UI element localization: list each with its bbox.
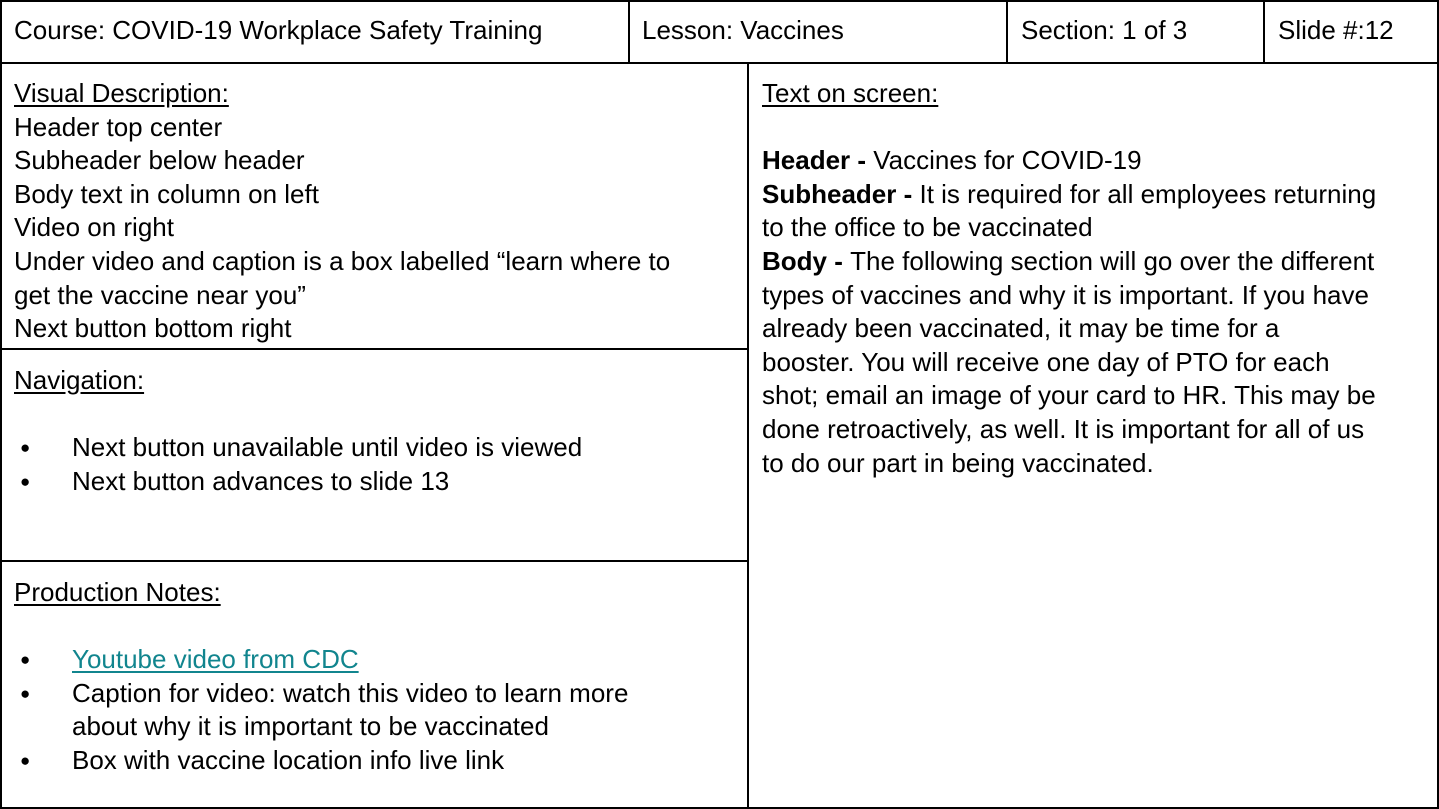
body-text-line: to do our part in being vaccinated. (762, 447, 1154, 478)
visual-line: Body text in column on left (14, 178, 319, 209)
visual-description-cell (14, 77, 670, 346)
text-on-screen-heading: Text on screen: (762, 78, 939, 108)
subheader-text: It is required for all employees returning (919, 178, 1377, 209)
navigation-item: ● Next button unavailable until video is viewed (0, 431, 582, 465)
production-note-item (0, 677, 628, 744)
navigation-heading: Navigation: (14, 365, 145, 395)
header-divider-1 (628, 0, 630, 63)
header-row-divider (0, 62, 1439, 64)
caption-note-line: about why it is important to be vaccinated (72, 711, 549, 742)
body-text-line: booster. You will receive one day of PTO for each (762, 346, 1330, 377)
production-notes-heading: Production Notes: (14, 577, 221, 607)
production-note-item (0, 643, 628, 677)
navigation-cell (14, 364, 582, 498)
lesson-title: Lesson: Vaccines (642, 15, 844, 45)
body-text-line: types of vaccines and why it is important. If you have (762, 279, 1369, 310)
text-on-screen-cell (762, 77, 1376, 480)
body-label: Body - (762, 245, 851, 276)
body-text-line: done retroactively, as well. It is important for all of us (762, 413, 1365, 444)
header-text: Vaccines for COVID-19 (873, 145, 1142, 176)
visual-line: Video on right (14, 212, 174, 243)
production-notes-cell (14, 576, 628, 778)
header-divider-3 (1263, 0, 1265, 63)
navigation-item: ● Next button advances to slide 13 (0, 465, 582, 499)
section-indicator: Section: 1 of 3 (1021, 15, 1188, 45)
row-divider-production (0, 560, 748, 562)
cdc-video-link[interactable]: Youtube video from CDC (72, 644, 359, 675)
table-border-top (0, 0, 1439, 2)
header-text-line (762, 144, 1376, 178)
column-divider (747, 63, 749, 809)
visual-line: Next button bottom right (14, 313, 292, 344)
body-text-line (762, 245, 1376, 279)
header-label: Header - (762, 145, 874, 176)
subheader-text-line (762, 178, 1376, 212)
course-title: Course: COVID-19 Workplace Safety Training (14, 15, 543, 45)
slide-number: Slide #:12 (1278, 15, 1394, 45)
production-note-item: ● Box with vaccine location info live link (0, 744, 628, 778)
visual-line: Under video and caption is a box labelled “learn where to (14, 245, 671, 276)
subheader-text-line: to the office to be vaccinated (762, 212, 1093, 243)
visual-line: get the vaccine near you” (14, 279, 306, 310)
row-divider-navigation (0, 348, 748, 350)
visual-description-heading: Visual Description: (14, 78, 229, 108)
visual-line: Subheader below header (14, 145, 305, 176)
body-text: The following section will go over the different (850, 245, 1375, 276)
caption-note-line: ● Caption for video: watch this video to learn more (72, 677, 629, 708)
body-text-line: already been vaccinated, it may be time for a (762, 313, 1280, 344)
subheader-label: Subheader - (762, 178, 920, 209)
visual-line: Header top center (14, 111, 223, 142)
header-divider-2 (1006, 0, 1008, 63)
body-text-line: shot; email an image of your card to HR. This may be (762, 380, 1376, 411)
